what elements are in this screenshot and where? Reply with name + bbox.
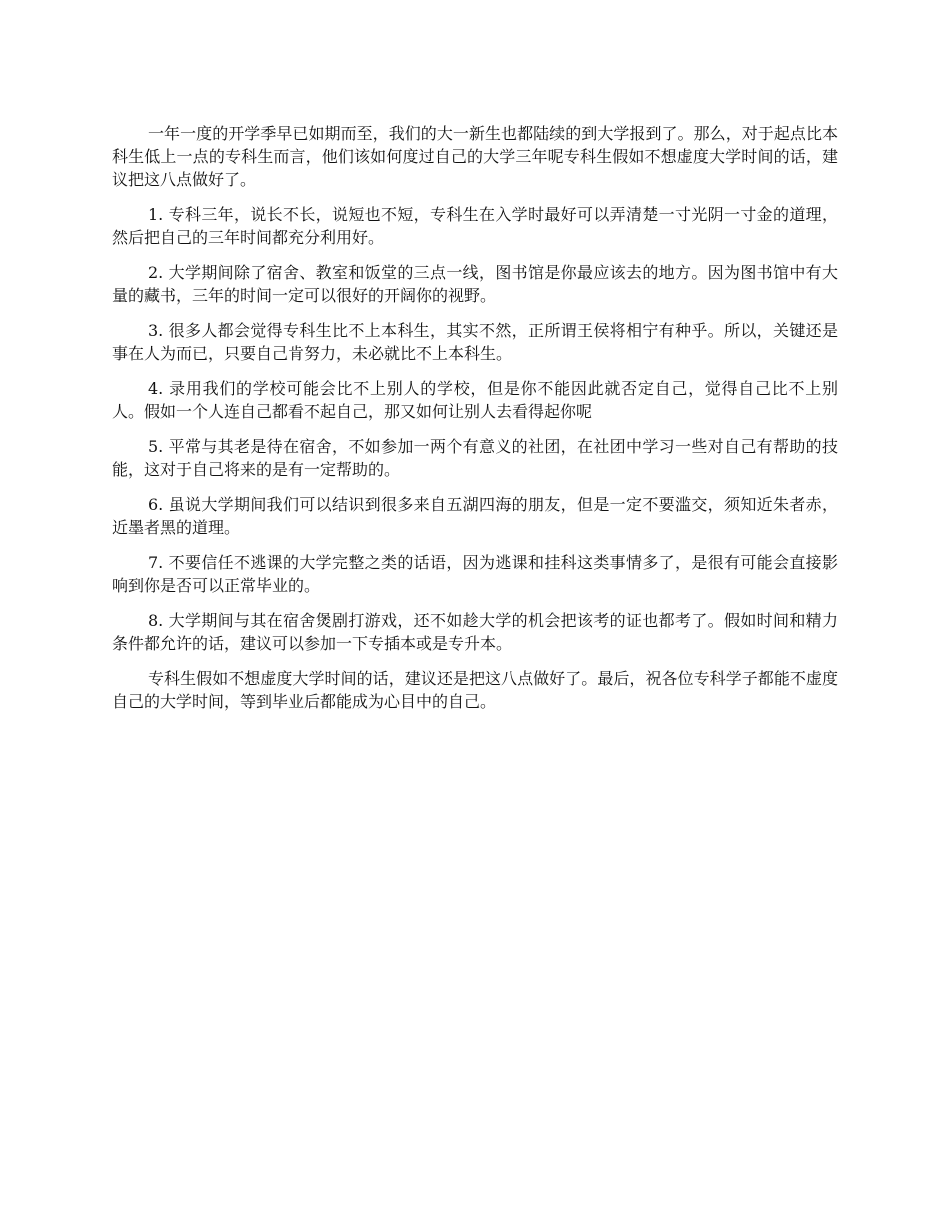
point-paragraph-2: 2. 大学期间除了宿舍、教室和饭堂的三点一线，图书馆是你最应该去的地方。因为图书馆中有大量的藏书，三年的时间一定可以很好的开阔你的视野。 (112, 263, 838, 305)
intro-paragraph: 一年一度的开学季早已如期而至，我们的大一新生也都陆续的到大学报到了。那么，对于起点比本科生低上一点的专科生而言，他们该如何度过自己的大学三年呢专科生假如不想虚度大学时间的话，建议把这八点做好了。 (112, 124, 838, 189)
point-paragraph-6: 6. 虽说大学期间我们可以结识到很多来自五湖四海的朋友，但是一定不要滥交，须知近朱者赤，近墨者黑的道理。 (112, 495, 838, 537)
point-paragraph-1: 1. 专科三年，说长不长，说短也不短，专科生在入学时最好可以弄清楚一寸光阴一寸金的道理，然后把自己的三年时间都充分利用好。 (112, 205, 838, 247)
point-paragraph-8: 8. 大学期间与其在宿舍煲剧打游戏，还不如趁大学的机会把该考的证也都考了。假如时间和精力条件都允许的话，建议可以参加一下专插本或是专升本。 (112, 611, 838, 653)
point-paragraph-4: 4. 录用我们的学校可能会比不上别人的学校，但是你不能因此就否定自己，觉得自己比不上别人。假如一个人连自己都看不起自己，那又如何让别人去看得起你呢 (112, 379, 838, 421)
document-body (112, 122, 838, 725)
point-paragraph-5: 5. 平常与其老是待在宿舍，不如参加一两个有意义的社团，在社团中学习一些对自己有帮助的技能，这对于自己将来的是有一定帮助的。 (112, 437, 838, 479)
conclusion-paragraph: 专科生假如不想虚度大学时间的话，建议还是把这八点做好了。最后，祝各位专科学子都能不虚度自己的大学时间，等到毕业后都能成为心目中的自己。 (112, 669, 838, 711)
point-paragraph-3: 3. 很多人都会觉得专科生比不上本科生，其实不然，正所谓王侯将相宁有种乎。所以，关键还是事在人为而已，只要自己肯努力，未必就比不上本科生。 (112, 321, 838, 363)
point-paragraph-7: 7. 不要信任不逃课的大学完整之类的话语，因为逃课和挂科这类事情多了，是很有可能会直接影响到你是否可以正常毕业的。 (112, 553, 838, 595)
